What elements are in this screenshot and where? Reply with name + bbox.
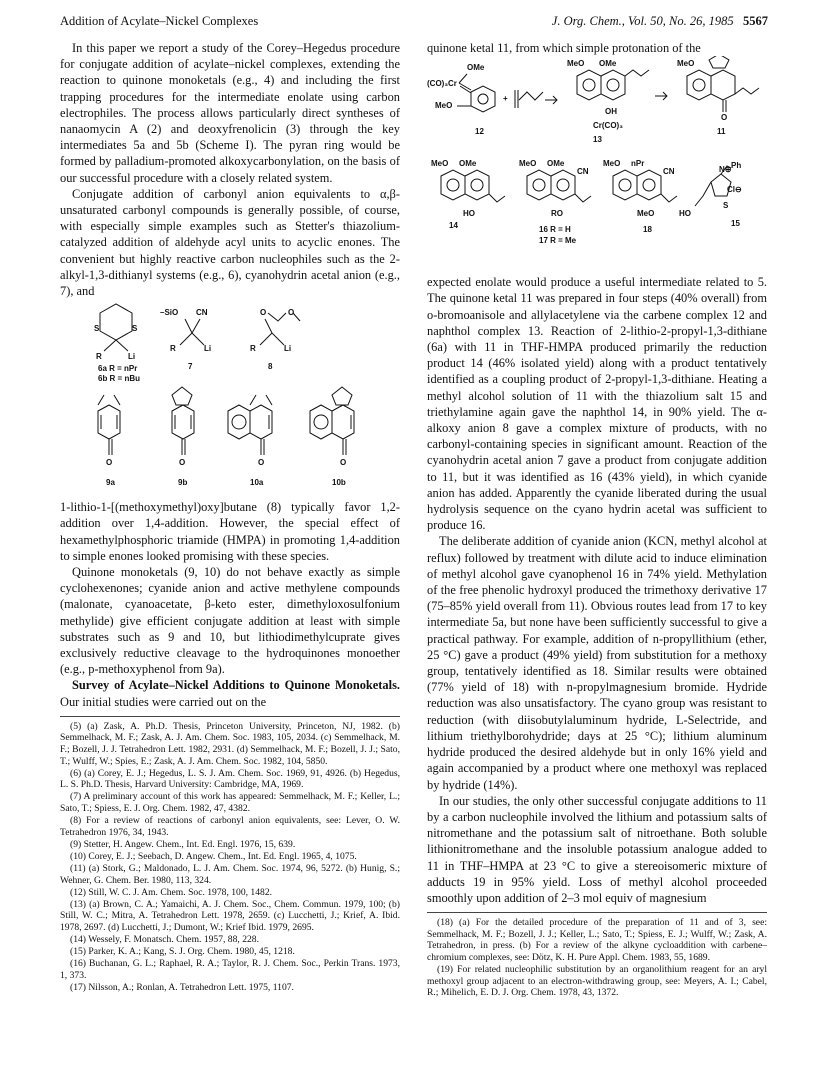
atom-label-meo: MeO bbox=[519, 159, 537, 169]
atom-label-npr: nPr bbox=[631, 159, 645, 169]
compound-label-16: 16 R = H bbox=[539, 225, 571, 235]
footnotes-left bbox=[60, 721, 400, 994]
compound-label-13: 13 bbox=[593, 135, 602, 145]
paragraph bbox=[60, 677, 400, 709]
paragraph-text: Our initial studies were carried out on the bbox=[60, 694, 267, 709]
carbene-complex-12 bbox=[427, 63, 557, 136]
running-title: Addition of Acylate–Nickel Complexes bbox=[60, 14, 259, 28]
reagent-structures-figure bbox=[60, 299, 400, 499]
atom-label-o: O bbox=[260, 308, 267, 318]
paragraph: 1-lithio-1-[(methoxymethyl)oxy]butane (8) typically favor 1,2-addition over 1,4-addition. However, the special effect of hexamethylphosphoric triamide (HMPA) in promoting 1,4-addition to simple enones looked promising with these species. bbox=[60, 500, 400, 563]
atom-label-li: Li bbox=[204, 344, 212, 354]
atom-label-o: O bbox=[340, 458, 347, 468]
atom-label-sio: –SiO bbox=[160, 308, 179, 318]
scheme-figure bbox=[427, 56, 767, 274]
footnote: (11) (a) Stork, G.; Maldonado, L. J. Am. Chem. Soc. 1974, 96, 5272. (b) Hunig, S.; Wehner, G. Chem. Ber. 1980, 113, 324. bbox=[60, 863, 400, 886]
footnote: (13) (a) Brown, C. A.; Yamaichi, A. J. Chem. Soc., Chem. Commun. 1979, 100; (b) Still, W. C.; Mitra, A. Tetrahedron Lett. 1978, 2659. (c) Lucchetti, J.; Krief, A. Ibid. 1978, 2697. (d) Lucchetti, J.; Dumont, W.; Krief Ibid. 1979, 2695. bbox=[60, 898, 400, 933]
compound-label-10b: 10b bbox=[332, 478, 346, 488]
compound-label-12: 12 bbox=[475, 127, 484, 137]
footnote: (9) Stetter, H. Angew. Chem., Int. Ed. Engl. 1976, 15, 639. bbox=[70, 838, 296, 850]
atom-label-o: O bbox=[179, 458, 186, 468]
atom-label-ph: Ph bbox=[731, 161, 742, 171]
atom-label-cn: CN bbox=[663, 167, 675, 177]
atom-label-cr: (CO)₃Cr bbox=[427, 79, 457, 89]
compound-label-9b: 9b bbox=[178, 478, 188, 488]
footnotes-right bbox=[427, 917, 767, 999]
journal-name: J. Org. Chem., Vol. 50, No. 26, 1985 bbox=[551, 14, 734, 28]
cyanonaphthol-16-17 bbox=[519, 159, 591, 245]
compound-label-6b: 6b R = nBu bbox=[98, 374, 141, 384]
atom-label-n: N⊕ bbox=[719, 165, 732, 175]
atom-label-ome: OMe bbox=[459, 159, 477, 169]
compound-label-15: 15 bbox=[731, 219, 740, 229]
atom-label-meo: MeO bbox=[637, 209, 655, 219]
naphthoquinone-ketal-10a bbox=[228, 395, 272, 487]
atom-label-o: O bbox=[258, 458, 265, 468]
atom-label-s: S bbox=[94, 324, 100, 334]
compound-label-7: 7 bbox=[188, 362, 193, 372]
paragraph: expected enolate would produce a useful intermediate related to 5. The quinone ketal 11 was prepared in four steps (40% overall) from o-bromoanisole and allylacetylene via the carbene complex 12 and naphthol complex 13. Reaction of 2-lithio-2-propyl-1,3-dithiane (6a) with 11 in THF-HMPA produced primarily the reduction product 14 (46% isolated yield) along with a product tentatively identified as a coupling product of 2-propyl-1,3-dithiane. Heating a methyl alcohol solution of 11 with the thiazolium salt 15 and triethylamine again gave the naphthol 14, in 90% yield. The α-alkoxy anion 8 gave a complex mixture of products, with no carbonyl-containing species in significant amount. Reaction of the cyanohydrin acetal anion 7 gave a product from conjugate addition to 11, but it was identified as 16 (43% yield), in which cyanide anion has added. Apparently the cyanide liberated during the usual hydrolysis sequence on the cyano hydrin acetal was sufficient to produce 16. bbox=[427, 275, 767, 533]
atom-label-o: O bbox=[721, 113, 728, 123]
page-number: 5567 bbox=[743, 14, 768, 28]
thiazolium-salt-15 bbox=[679, 161, 742, 228]
atom-label-meo: MeO bbox=[677, 59, 695, 69]
atom-label-o: O bbox=[288, 308, 295, 318]
atom-label-r: R bbox=[96, 352, 102, 362]
atom-label-ro: RO bbox=[551, 209, 563, 219]
alkoxy-anion-structure bbox=[250, 308, 300, 371]
footnote-divider bbox=[427, 912, 767, 913]
footnote: (19) For related nucleophilic substitution by an organolithium reagent for an aryl methoxyl group adjacent to an electron-withdrawing group, see: Meyers, A. I.; Cabel, R.; Mihelich, E. D. J. Org. Chem. 1978, 43, 1372. bbox=[427, 964, 767, 999]
naphthol-14 bbox=[431, 159, 505, 230]
footnote-divider bbox=[60, 716, 400, 717]
atom-label-meo: MeO bbox=[603, 159, 621, 169]
paragraph: The deliberate addition of cyanide anion (KCN, methyl alcohol at reflux) followed by treatment with dilute acid to induce elimination of methyl alcohol gave cyanophenol 16 in 74% yield. Methylation of the free phenolic hydroxyl produced the trimethoxy derivative 17 (75–85% yield overall from 11). Obvious routes lead from 17 to key intermediate 5a, but none have been sufficiently successful to give a practical pathway. For example, addition of n-propyllithium (ether, 25 °C) gave a product (49% yield) from substitution for a methoxy group, tentatively identified as 18. Similar results were obtained (77% yield of 18) with n-propylmagnesium bromide. Hydride reduction was also unsatisfactory. The cyano group was resistant to reduction (with diisobutylaluminum hydride, L-Selectride, and lithium triethylborohydride; days at 25 °C); lithium aluminum hydride produced the desired aldehyde but in only 16% yield and again accompanied by a product where one methoxyl was replaced by hydride (14%). bbox=[427, 534, 767, 792]
quinone-ketal-11 bbox=[677, 56, 759, 136]
quinone-ketal-9a bbox=[98, 395, 120, 487]
left-column bbox=[60, 40, 400, 994]
journal-citation bbox=[552, 14, 768, 29]
compound-label-8: 8 bbox=[268, 362, 273, 372]
compound-label-9a: 9a bbox=[106, 478, 115, 488]
atom-label-r: R bbox=[170, 344, 176, 354]
propylnaphthalene-18 bbox=[603, 159, 677, 234]
footnote: (15) Parker, K. A.; Kang, S. J. Org. Chem. 1980, 45, 1218. bbox=[70, 946, 295, 958]
atom-label-ome: OMe bbox=[467, 63, 485, 73]
atom-label-s: S bbox=[723, 201, 729, 211]
atom-label-ome: OMe bbox=[547, 159, 565, 169]
atom-label-meo: MeO bbox=[435, 101, 453, 111]
paragraph: quinone ketal 11, from which simple protonation of the bbox=[427, 41, 701, 55]
footnote: (16) Buchanan, G. L.; Raphael, R. A.; Taylor, R. J. Chem. Soc., Perkin Trans. 1973, 1, 373. bbox=[60, 958, 400, 981]
footnote: (12) Still, W. C. J. Am. Chem. Soc. 1978, 100, 1482. bbox=[70, 886, 273, 898]
plus-sign: + bbox=[503, 94, 508, 104]
compound-label-14: 14 bbox=[449, 221, 458, 231]
footnote: (5) (a) Zask, A. Ph.D. Thesis, Princeton University, Princeton, NJ, 1982. (b) Semmelhack, M. F.; Zask, A. J. Am. Chem. Soc. 1983, 105, 2034. (c) Semmelhack, M. F.; Bozell, J. J. Tetrahedron Lett. 1982, 2931. (d) Semmelhack, M. F.; Bozell, J. J.; Sato, T.; Wulff, W.; Spies, E.; Zask, A. J. Am. Chem. Soc. 1982, 104, 5850. bbox=[60, 720, 400, 767]
atom-label-li: Li bbox=[128, 352, 136, 362]
footnote: (8) For a review of reactions of carbonyl anion equivalents, see: Lever, O. W. Tetrahedron 1976, 34, 1943. bbox=[60, 815, 400, 838]
paragraph: Quinone monoketals (9, 10) do not behave exactly as simple cyclohexenones; cyanide anion and active methylene compounds (malonate, cyanoacetate, β-keto ester, dimethyloxosulfonium methylide) give efficient conjugate addition at least with simple substrates such as 9 and 10, but lithiodimethylcuprate gives exclusively reductive cleavage to the hydroquinones monoether (e.g., p-methoxyphenol from 9a). bbox=[60, 565, 400, 677]
paragraph: Conjugate addition of carbonyl anion equivalents to α,β-unsaturated carbonyl compounds is generally possible, of course, with especially simple examples such as Stetter's thiazolium-catalyzed addition of aldehyde acyl units to acyclic enones. The convenient but highly reactive carbon nucleophiles such as the 2-alkyl-1,3-dithianyl systems (e.g., 6), cyanohydrin acetal anion (e.g., 7), and bbox=[60, 186, 400, 299]
atom-label-cl: Cl⊖ bbox=[727, 185, 742, 195]
paragraph: In this paper we report a study of the Corey–Hegedus procedure for conjugate addition of acylate–nickel complexes, extending the reaction to quinone monoketals (e.g., 4) and including the first trapping procedures for the intermediate enolate using carbon electrophiles. The process allows particularly direct syntheses of nanaomycin A (2) and deoxyfrenolicin (3) through the key intermediates 5a and 5b (Scheme I). The pyran ring would be formed by palladium-promoted alkoxycarbonylation, on the basis of our successful procedure with a closely related system. bbox=[60, 41, 400, 185]
atom-label-s: S bbox=[132, 324, 138, 334]
atom-label-o: O bbox=[106, 458, 113, 468]
footnote: (14) Wessely, F. Monatsch. Chem. 1957, 88, 228. bbox=[70, 934, 259, 946]
atom-label-r: R bbox=[250, 344, 256, 354]
atom-label-ome: OMe bbox=[599, 59, 617, 69]
cyanohydrin-structure bbox=[160, 308, 211, 371]
atom-label-cn: CN bbox=[577, 167, 589, 177]
atom-label-cr: Cr(CO)₃ bbox=[593, 121, 623, 131]
atom-label-ho: HO bbox=[463, 209, 475, 219]
atom-label-ho: HO bbox=[679, 209, 691, 219]
paragraph: In our studies, the only other successful conjugate additions to 11 by a carbon nucleophile involved the lithium and potassium salts of nitromethane and the potassium salt of nitroethane. Both soluble lithionitromethane and the insoluble potassium analogue added to 11 in THF–HMPA at 23 °C to give a stereoisomeric mixture of adducts 19 in 95% yield. Loss of methyl alcohol proceeded smoothly upon addition of 2–3 mol equiv of magnesium bbox=[427, 793, 767, 905]
compound-label-18: 18 bbox=[643, 225, 652, 235]
atom-label-oh: OH bbox=[605, 107, 617, 117]
naphthol-complex-13 bbox=[567, 59, 667, 144]
atom-label-meo: MeO bbox=[431, 159, 449, 169]
atom-label-meo: MeO bbox=[567, 59, 585, 69]
footnote: (17) Nilsson, A.; Ronlan, A. Tetrahedron Lett. 1975, 1107. bbox=[70, 981, 294, 993]
footnote: (7) A preliminary account of this work has appeared: Semmelhack, M. F.; Keller, L.; Sato, T.; Spiess, E. J. Org. Chem. 1982, 47, 4382. bbox=[60, 791, 400, 815]
section-heading: Survey of Acylate–Nickel Additions to Quinone Monoketals. bbox=[72, 678, 400, 693]
compound-label-10a: 10a bbox=[250, 478, 264, 488]
atom-label-li: Li bbox=[284, 344, 292, 354]
naphthoquinone-ketal-10b bbox=[310, 387, 354, 487]
compound-label-11: 11 bbox=[717, 127, 726, 137]
compound-label-17: 17 R = Me bbox=[539, 236, 577, 246]
footnote: (10) Corey, E. J.; Seebach, D. Angew. Chem., Int. Ed. Engl. 1965, 4, 1075. bbox=[70, 850, 357, 862]
right-column bbox=[427, 40, 767, 999]
compound-label-6a: 6a R = nPr bbox=[98, 364, 138, 374]
footnote: (18) (a) For the detailed procedure of the preparation of 11 and of 3, see: Semmelhack, M. F.; Bozell, J. J.; Keller, L.; Sato, T.; Spiess, E. J.; Wulff, W.; Zask, A. Tetrahedron, in press. (b) For a review of the alkyne cycloaddition with carbene–chromium complexes, see: Dötz, K. H. Pure Appl. Chem. 1983, 55, 1689. bbox=[427, 917, 767, 963]
atom-label-cn: CN bbox=[196, 308, 208, 318]
footnote: (6) (a) Corey, E. J.; Hegedus, L. S. J. Am. Chem. Soc. 1969, 91, 4926. (b) Hegedus, L. S. Ph.D. Thesis, Harvard University: Cambridge, MA, 1969. bbox=[60, 767, 400, 791]
dithiane-structure bbox=[94, 304, 140, 383]
quinone-ketal-9b bbox=[172, 387, 194, 487]
